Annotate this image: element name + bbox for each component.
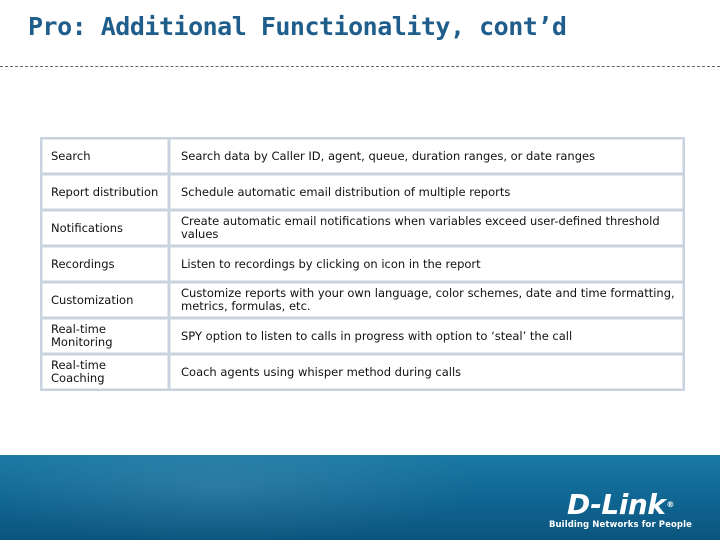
- slide-title: Pro: Additional Functionality, cont’d: [28, 12, 567, 41]
- feature-description: Search data by Caller ID, agent, queue, duration ranges, or date ranges: [170, 139, 683, 173]
- logo-tagline: Building Networks for People: [548, 520, 692, 530]
- feature-name: Real-time Coaching: [42, 355, 168, 389]
- registered-mark: ®: [666, 500, 674, 509]
- feature-description: Coach agents using whisper method during calls: [170, 355, 683, 389]
- feature-name: Real-time Monitoring: [42, 319, 168, 353]
- dlink-logo: [548, 488, 692, 530]
- feature-table: [40, 137, 685, 391]
- feature-name: Customization: [42, 283, 168, 317]
- feature-description: Create automatic email notifications when variables exceed user-defined threshold values: [170, 211, 683, 245]
- footer-band: [0, 455, 720, 540]
- feature-name: Report distribution: [42, 175, 168, 209]
- feature-name: Notifications: [42, 211, 168, 245]
- feature-description: Customize reports with your own language, color schemes, date and time formatting, metrics, formulas, etc.: [170, 283, 683, 317]
- feature-name: Search: [42, 139, 168, 173]
- footer-sheen: [0, 455, 480, 540]
- logo-text: D-Link: [567, 488, 666, 521]
- title-divider: [0, 66, 720, 67]
- feature-description: SPY option to listen to calls in progress with option to ‘steal’ the call: [170, 319, 683, 353]
- logo-wordmark: [549, 488, 692, 521]
- feature-name: Recordings: [42, 247, 168, 281]
- feature-description: Listen to recordings by clicking on icon in the report: [170, 247, 683, 281]
- feature-description: Schedule automatic email distribution of multiple reports: [170, 175, 683, 209]
